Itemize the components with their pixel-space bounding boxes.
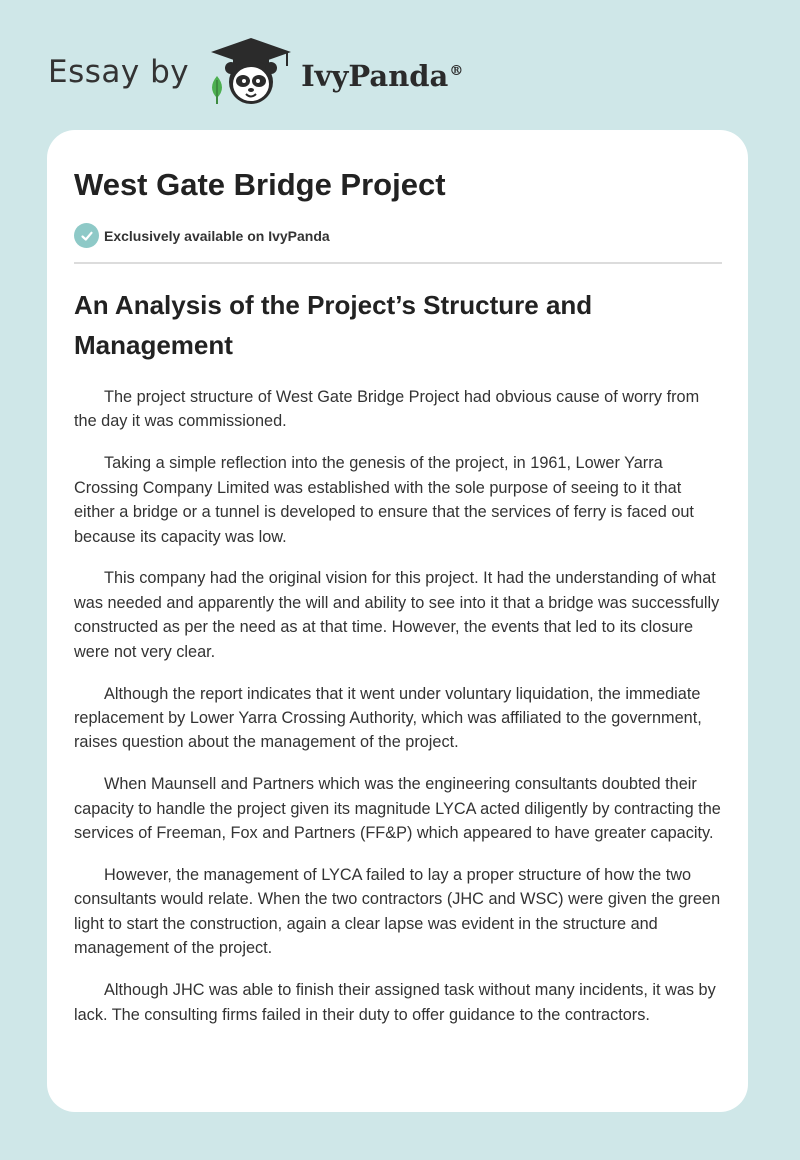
section-heading: An Analysis of the Project’s Structure and Management bbox=[74, 290, 593, 360]
paragraph: Taking a simple reflection into the genesis of the project, in 1961, Lower Yarra Crossing Company Limited was established with the sole purpose of seeing to it that either a bridge or a tunnel is developed to ensure that the services of ferry is faced out because its capacity was low. bbox=[74, 454, 694, 546]
ivypanda-logo[interactable] bbox=[203, 36, 463, 108]
paragraph: Although the report indicates that it went under voluntary liquidation, the immediate replacement by Lower Yarra Crossing Authority, which was affiliated to the government, raises question about the management of the project. bbox=[74, 684, 702, 752]
divider bbox=[74, 262, 722, 264]
page-title: West Gate Bridge Project bbox=[74, 167, 446, 202]
panda-mascot-icon bbox=[203, 36, 299, 108]
paragraph: However, the management of LYCA failed to lay a proper structure of how the two consultants would relate. When the two contractors (JHC and WSC) were given the green light to start the construction, again a clear lapse was evident in the structure and management of the project. bbox=[74, 866, 721, 958]
badge-label: Exclusively available on IvyPanda bbox=[104, 227, 330, 244]
paragraph: The project structure of West Gate Bridge Project had obvious cause of worry from the day it was commissioned. bbox=[74, 388, 700, 431]
essay-body bbox=[74, 385, 722, 1027]
paragraph: When Maunsell and Partners which was the engineering consultants doubted their capacity to handle the project given its magnitude LYCA acted diligently by contracting the services of Freeman, Fox and Partners (FF&P) which appeared to have greater capacity. bbox=[74, 775, 721, 843]
paragraph: This company had the original vision for this project. It had the understanding of what was needed and apparently the will and ability to see into it that a bridge was successfully constructed as per the need as at that time. However, the events that led to its closure were not very clear. bbox=[74, 569, 720, 661]
site-header bbox=[48, 36, 463, 108]
check-icon bbox=[74, 223, 99, 248]
essay-card bbox=[47, 130, 748, 1112]
paragraph: Although JHC was able to finish their assigned task without many incidents, it was by lack. The consulting firms failed in their duty to offer guidance to the contractors. bbox=[74, 981, 716, 1024]
ivypanda-wordmark: IvyPanda® bbox=[301, 59, 464, 93]
exclusive-badge bbox=[74, 223, 722, 248]
essay-by-label: Essay by bbox=[48, 54, 190, 90]
